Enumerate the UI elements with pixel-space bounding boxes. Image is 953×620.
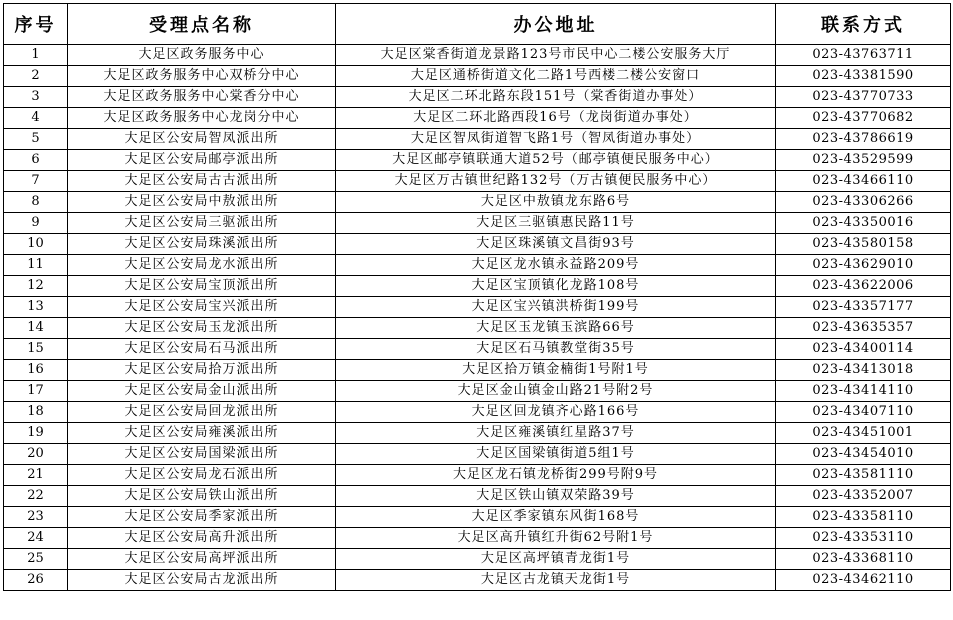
row-office-address: 大足区回龙镇齐心路166号 [336,402,776,423]
row-office-address: 大足区国梁镇街道5组1号 [336,444,776,465]
table-row [4,486,951,507]
row-office-name: 大足区公安局龙水派出所 [68,255,336,276]
row-contact-phone: 023-43368110 [776,549,951,570]
row-office-name: 大足区公安局古古派出所 [68,171,336,192]
row-office-address: 大足区珠溪镇文昌街93号 [336,234,776,255]
row-office-address: 大足区拾万镇金楠街1号附1号 [336,360,776,381]
row-office-name: 大足区公安局玉龙派出所 [68,318,336,339]
table-row [4,150,951,171]
row-serial-number: 26 [4,570,68,591]
row-office-name: 大足区公安局高升派出所 [68,528,336,549]
row-office-address: 大足区季家镇东风街168号 [336,507,776,528]
table-row [4,171,951,192]
row-serial-number: 19 [4,423,68,444]
table-row [4,297,951,318]
row-office-name: 大足区公安局季家派出所 [68,507,336,528]
row-office-name: 大足区公安局高坪派出所 [68,549,336,570]
header-office-name: 受理点名称 [68,4,336,45]
row-office-address: 大足区宝顶镇化龙路108号 [336,276,776,297]
row-office-address: 大足区二环北路东段151号（棠香街道办事处） [336,87,776,108]
row-serial-number: 23 [4,507,68,528]
row-serial-number: 5 [4,129,68,150]
row-contact-phone: 023-43353110 [776,528,951,549]
table-row [4,318,951,339]
table-row [4,339,951,360]
row-serial-number: 3 [4,87,68,108]
table-header [4,4,951,45]
row-office-address: 大足区邮亭镇联通大道52号（邮亭镇便民服务中心） [336,150,776,171]
row-contact-phone: 023-43400114 [776,339,951,360]
row-office-address: 大足区三驱镇惠民路11号 [336,213,776,234]
row-serial-number: 25 [4,549,68,570]
table-body [4,45,951,591]
row-office-address: 大足区玉龙镇玉滨路66号 [336,318,776,339]
row-office-name: 大足区公安局古龙派出所 [68,570,336,591]
row-office-name: 大足区公安局宝兴派出所 [68,297,336,318]
table-row [4,192,951,213]
table-row [4,276,951,297]
table-row [4,129,951,150]
row-contact-phone: 023-43529599 [776,150,951,171]
table-row [4,45,951,66]
row-serial-number: 20 [4,444,68,465]
table-row [4,528,951,549]
row-office-name: 大足区公安局石马派出所 [68,339,336,360]
row-office-address: 大足区万古镇世纪路132号（万古镇便民服务中心） [336,171,776,192]
table-row [4,255,951,276]
row-contact-phone: 023-43786619 [776,129,951,150]
row-office-name: 大足区公安局龙石派出所 [68,465,336,486]
row-contact-phone: 023-43454010 [776,444,951,465]
header-serial-number: 序号 [4,4,68,45]
row-contact-phone: 023-43763711 [776,45,951,66]
row-serial-number: 8 [4,192,68,213]
table-row [4,507,951,528]
table-row [4,402,951,423]
row-serial-number: 24 [4,528,68,549]
row-contact-phone: 023-43358110 [776,507,951,528]
row-contact-phone: 023-43352007 [776,486,951,507]
row-contact-phone: 023-43357177 [776,297,951,318]
table-row [4,360,951,381]
row-office-name: 大足区公安局邮亭派出所 [68,150,336,171]
row-contact-phone: 023-43462110 [776,570,951,591]
row-office-address: 大足区棠香街道龙景路123号市民中心二楼公安服务大厅 [336,45,776,66]
row-office-name: 大足区公安局铁山派出所 [68,486,336,507]
table-row [4,108,951,129]
row-office-name: 大足区公安局国梁派出所 [68,444,336,465]
table-row [4,87,951,108]
row-office-address: 大足区高坪镇青龙街1号 [336,549,776,570]
header-office-address: 办公地址 [336,4,776,45]
row-office-address: 大足区龙石镇龙桥街299号附9号 [336,465,776,486]
row-office-address: 大足区高升镇红升街62号附1号 [336,528,776,549]
row-office-address: 大足区石马镇教堂街35号 [336,339,776,360]
row-office-address: 大足区通桥街道文化二路1号西楼二楼公安窗口 [336,66,776,87]
row-office-name: 大足区公安局回龙派出所 [68,402,336,423]
row-serial-number: 1 [4,45,68,66]
row-contact-phone: 023-43770682 [776,108,951,129]
table-row [4,66,951,87]
table-row [4,465,951,486]
row-contact-phone: 023-43350016 [776,213,951,234]
row-office-address: 大足区宝兴镇洪桥街199号 [336,297,776,318]
service-points-table [3,3,951,591]
row-serial-number: 10 [4,234,68,255]
row-office-address: 大足区铁山镇双荣路39号 [336,486,776,507]
header-row [4,4,951,45]
row-serial-number: 16 [4,360,68,381]
row-serial-number: 21 [4,465,68,486]
row-office-name: 大足区政务服务中心龙岗分中心 [68,108,336,129]
row-office-name: 大足区公安局三驱派出所 [68,213,336,234]
row-contact-phone: 023-43635357 [776,318,951,339]
row-contact-phone: 023-43581110 [776,465,951,486]
table-row [4,423,951,444]
row-office-name: 大足区政务服务中心 [68,45,336,66]
row-office-address: 大足区龙水镇永益路209号 [336,255,776,276]
row-serial-number: 11 [4,255,68,276]
row-contact-phone: 023-43306266 [776,192,951,213]
row-office-name: 大足区公安局珠溪派出所 [68,234,336,255]
row-contact-phone: 023-43381590 [776,66,951,87]
row-serial-number: 2 [4,66,68,87]
row-office-name: 大足区公安局拾万派出所 [68,360,336,381]
row-contact-phone: 023-43413018 [776,360,951,381]
row-office-name: 大足区政务服务中心双桥分中心 [68,66,336,87]
row-serial-number: 12 [4,276,68,297]
document-page [3,3,951,591]
row-office-name: 大足区公安局智凤派出所 [68,129,336,150]
header-contact-phone: 联系方式 [776,4,951,45]
row-office-address: 大足区金山镇金山路21号附2号 [336,381,776,402]
row-contact-phone: 023-43580158 [776,234,951,255]
table-row [4,570,951,591]
row-serial-number: 15 [4,339,68,360]
table-row [4,213,951,234]
row-serial-number: 9 [4,213,68,234]
row-serial-number: 13 [4,297,68,318]
row-serial-number: 17 [4,381,68,402]
row-contact-phone: 023-43466110 [776,171,951,192]
row-office-address: 大足区古龙镇天龙街1号 [336,570,776,591]
table-row [4,381,951,402]
row-contact-phone: 023-43629010 [776,255,951,276]
row-office-name: 大足区公安局宝顶派出所 [68,276,336,297]
row-contact-phone: 023-43770733 [776,87,951,108]
row-office-address: 大足区雍溪镇红星路37号 [336,423,776,444]
row-contact-phone: 023-43407110 [776,402,951,423]
row-office-address: 大足区二环北路西段16号（龙岗街道办事处） [336,108,776,129]
row-serial-number: 7 [4,171,68,192]
row-contact-phone: 023-43414110 [776,381,951,402]
row-office-name: 大足区公安局中敖派出所 [68,192,336,213]
row-serial-number: 6 [4,150,68,171]
row-office-address: 大足区中敖镇龙东路6号 [336,192,776,213]
row-serial-number: 4 [4,108,68,129]
row-office-name: 大足区公安局雍溪派出所 [68,423,336,444]
row-contact-phone: 023-43451001 [776,423,951,444]
row-serial-number: 18 [4,402,68,423]
row-office-name: 大足区政务服务中心棠香分中心 [68,87,336,108]
table-row [4,444,951,465]
row-serial-number: 14 [4,318,68,339]
table-row [4,234,951,255]
table-row [4,549,951,570]
row-serial-number: 22 [4,486,68,507]
row-contact-phone: 023-43622006 [776,276,951,297]
row-office-name: 大足区公安局金山派出所 [68,381,336,402]
row-office-address: 大足区智凤街道智飞路1号（智凤街道办事处） [336,129,776,150]
